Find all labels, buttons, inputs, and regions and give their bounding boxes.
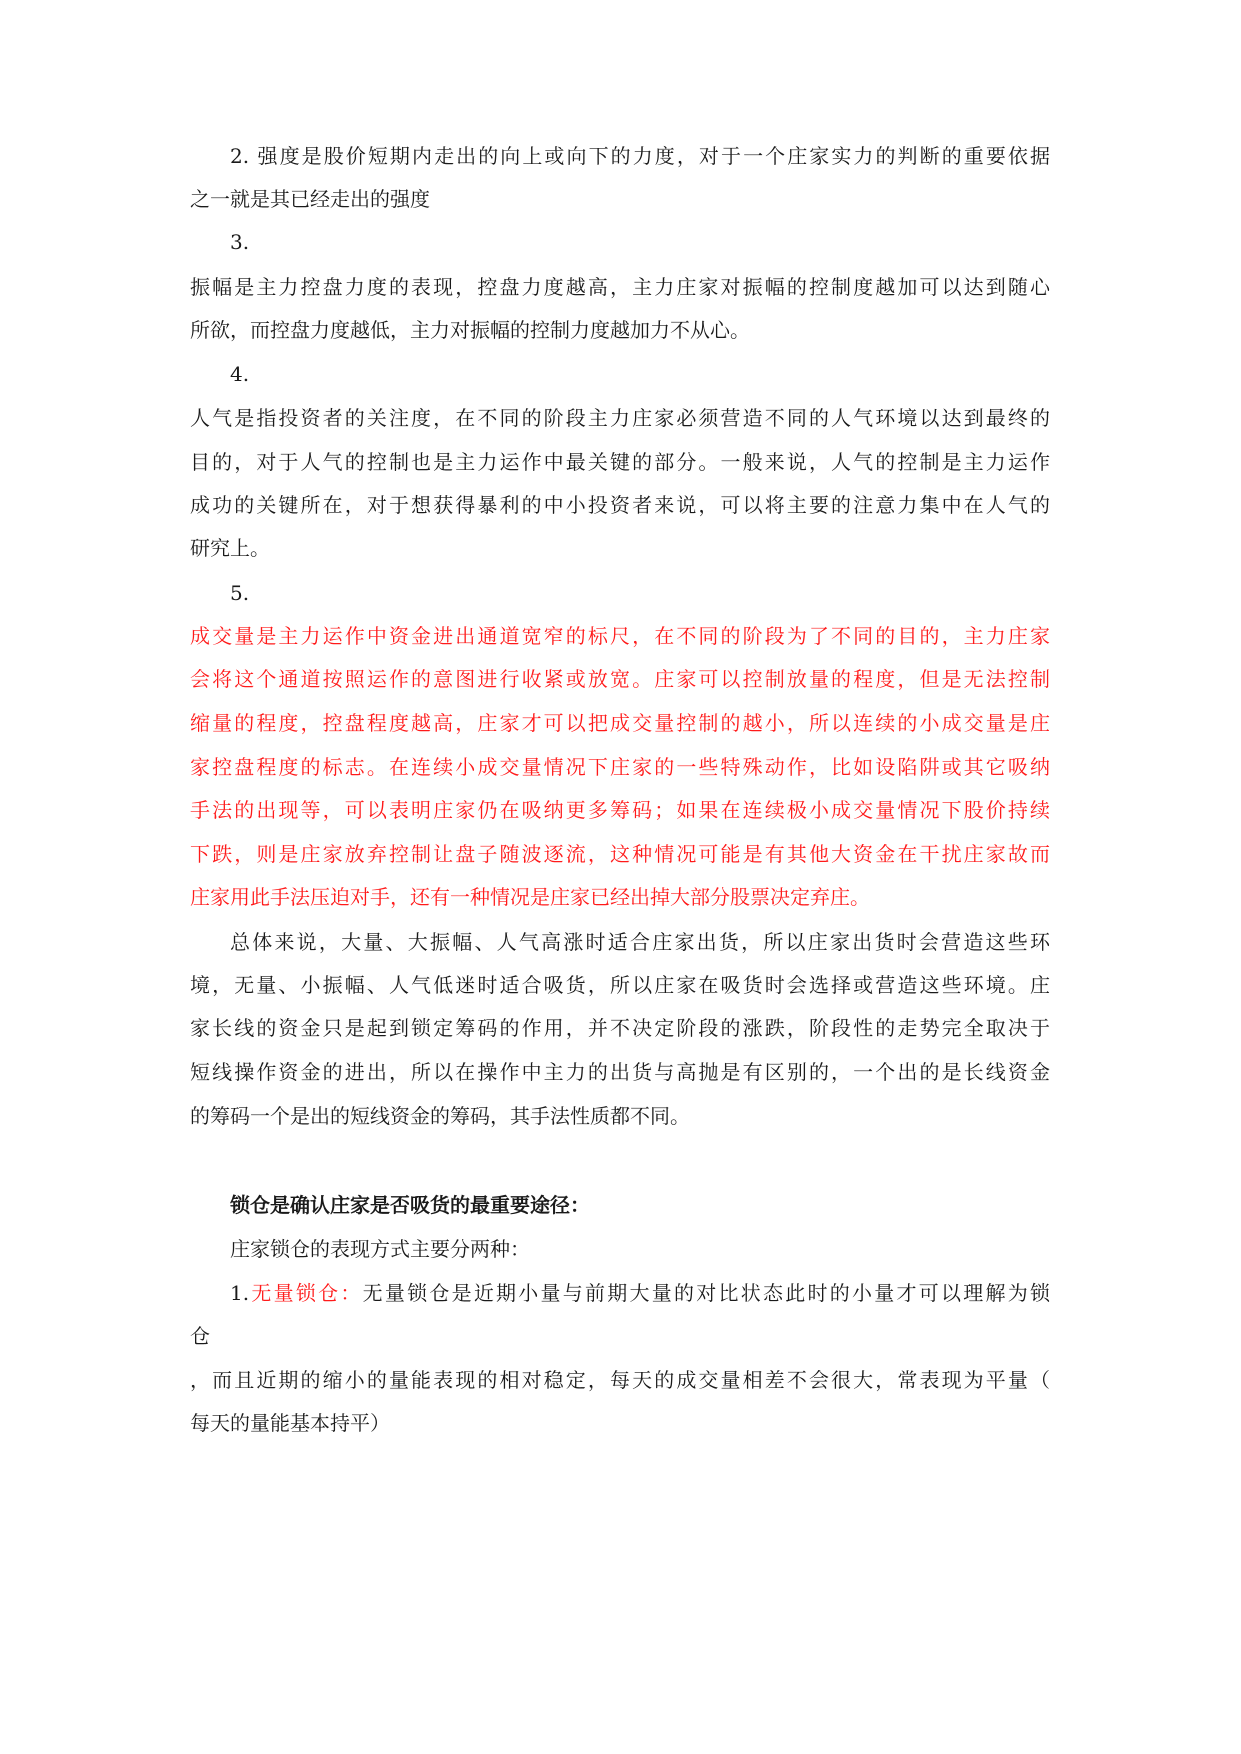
- paragraph-line: 之一就是其已经走出的强度: [190, 187, 430, 211]
- paragraph-line: 境，无量、小振幅、人气低迷时适合吸货，所以庄家在吸货时会选择或营造这些环境。庄: [190, 973, 1050, 997]
- paragraph-line: 所欲，而控盘力度越低，主力对振幅的控制力度越加力不从心。: [190, 318, 750, 342]
- highlighted-line: 成交量是主力运作中资金进出通道宽窄的标尺，在不同的阶段为了不同的目的，主力庄家: [190, 624, 1050, 648]
- paragraph-line: 人气是指投资者的关注度，在不同的阶段主力庄家必须营造不同的人气环境以达到最终的: [190, 406, 1050, 430]
- item-number: 5.: [230, 581, 250, 605]
- paragraph-line: 成功的关键所在，对于想获得暴利的中小投资者来说，可以将主要的注意力集中在人气的: [190, 493, 1050, 517]
- item-text: 无量锁仓是近期小量与前期大量的对比状态此时的小量才可以理解为锁: [362, 1281, 1050, 1305]
- item-number: 1.: [230, 1281, 250, 1305]
- paragraph-line: 每天的量能基本持平）: [190, 1411, 390, 1435]
- paragraph-line: 总体来说，大量、大振幅、人气高涨时适合庄家出货，所以庄家出货时会营造这些环: [230, 930, 1050, 954]
- section-heading: 锁仓是确认庄家是否吸货的最重要途径：: [230, 1193, 590, 1217]
- highlighted-line: 会将这个通道按照运作的意图进行收紧或放宽。庄家可以控制放量的程度，但是无法控制: [190, 667, 1050, 691]
- item-term: 无量锁仓：: [249, 1281, 363, 1305]
- paragraph-line: 振幅是主力控盘力度的表现，控盘力度越高，主力庄家对振幅的控制度越加可以达到随心: [190, 275, 1050, 299]
- highlighted-line: 家控盘程度的标志。在连续小成交量情况下庄家的一些特殊动作，比如设陷阱或其它吸纳: [190, 755, 1050, 779]
- paragraph-line: 仓: [190, 1324, 210, 1348]
- paragraph-line: 的筹码一个是出的短线资金的筹码，其手法性质都不同。: [190, 1104, 690, 1128]
- paragraph-line: 目的，对于人气的控制也是主力运作中最关键的部分。一般来说，人气的控制是主力运作: [190, 450, 1050, 474]
- highlighted-line: 手法的出现等，可以表明庄家仍在吸纳更多筹码；如果在连续极小成交量情况下股价持续: [190, 798, 1050, 822]
- highlighted-line: 庄家用此手法压迫对手，还有一种情况是庄家已经出掉大部分股票决定弃庄。: [190, 885, 870, 909]
- paragraph-line: 庄家锁仓的表现方式主要分两种：: [230, 1237, 530, 1261]
- highlighted-line: 下跌，则是庄家放弃控制让盘子随波逐流，这种情况可能是有其他大资金在干扰庄家故而: [190, 842, 1050, 866]
- paragraph-line: ，而且近期的缩小的量能表现的相对稳定，每天的成交量相差不会很大，常表现为平量（: [190, 1368, 1050, 1392]
- paragraph-line: 短线操作资金的进出，所以在操作中主力的出货与高抛是有区别的，一个出的是长线资金: [190, 1060, 1050, 1084]
- item-number: 4.: [230, 362, 250, 386]
- paragraph-line: 家长线的资金只是起到锁定筹码的作用，并不决定阶段的涨跌，阶段性的走势完全取决于: [190, 1016, 1050, 1040]
- paragraph-line: 研究上。: [190, 536, 270, 560]
- item-number: 3.: [230, 230, 250, 254]
- paragraph-line: 2. 强度是股价短期内走出的向上或向下的力度，对于一个庄家实力的判断的重要依据: [230, 144, 1050, 168]
- list-item: [230, 1279, 1050, 1307]
- highlighted-line: 缩量的程度，控盘程度越高，庄家才可以把成交量控制的越小，所以连续的小成交量是庄: [190, 711, 1050, 735]
